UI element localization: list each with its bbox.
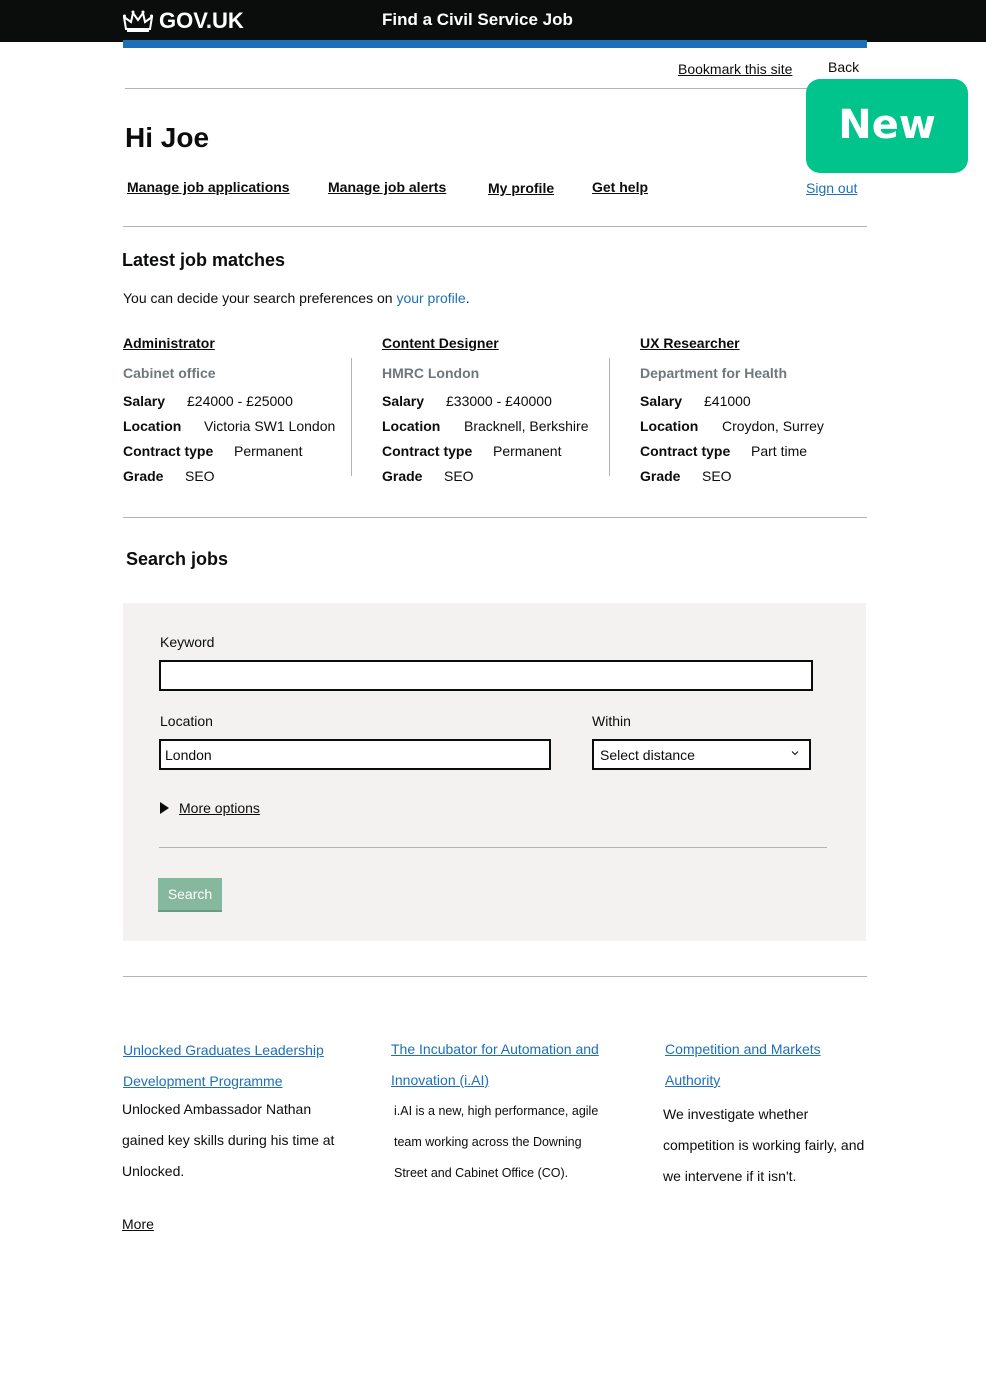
service-name[interactable]: Find a Civil Service Job	[382, 10, 573, 29]
salary-value: £33000 - £40000	[446, 392, 552, 409]
promo-description: Unlocked Ambassador Nathan gained key skills during his time at Unlocked.	[122, 1101, 335, 1179]
job-department: Department for Health	[640, 365, 788, 381]
nav-my-profile[interactable]: My profile	[488, 180, 555, 196]
top-bar	[0, 0, 986, 42]
salary-label: Salary	[123, 392, 166, 409]
bookmark-link[interactable]: Bookmark this site	[678, 61, 793, 77]
grade-value: SEO	[702, 467, 732, 484]
promo-title-link[interactable]: Competition and Markets Authority	[665, 1041, 821, 1088]
new-badge: New	[806, 79, 968, 173]
promo-iai	[391, 1034, 631, 1189]
crown-icon	[123, 9, 153, 33]
contract-label: Contract type	[640, 442, 731, 459]
location-input[interactable]: London	[159, 739, 551, 770]
location-label: Location	[640, 417, 699, 434]
your-profile-link[interactable]: your profile	[396, 290, 466, 306]
search-heading: Search jobs	[126, 549, 229, 569]
salary-label: Salary	[382, 392, 425, 409]
contract-label: Contract type	[123, 442, 214, 459]
salary-value: £24000 - £25000	[187, 392, 293, 409]
grade-label: Grade	[640, 467, 681, 484]
promo-cma	[665, 1034, 885, 1192]
promo-description: We investigate whether competition is working fairly, and we intervene if it isn't.	[663, 1106, 865, 1184]
column-divider	[351, 358, 352, 476]
distance-select[interactable]	[592, 739, 811, 770]
keyword-input[interactable]	[159, 660, 813, 691]
more-options-label: More options	[179, 800, 260, 816]
nav-manage-alerts[interactable]: Manage job alerts	[328, 179, 447, 195]
contract-value: Permanent	[234, 442, 303, 459]
govuk-logo[interactable]	[123, 8, 244, 34]
triangle-right-icon	[160, 802, 169, 814]
matches-intro: You can decide your search preferences on your profile.	[123, 290, 470, 306]
search-button[interactable]: Search	[158, 878, 222, 910]
chevron-down-icon	[791, 749, 799, 757]
contract-label: Contract type	[382, 442, 473, 459]
contract-value: Part time	[751, 442, 808, 459]
location-label: Location	[160, 713, 213, 729]
grade-label: Grade	[382, 467, 423, 484]
nav-get-help[interactable]: Get help	[592, 179, 649, 195]
location-label: Location	[382, 417, 441, 434]
logo-text: GOV.UK	[159, 8, 244, 33]
job-title-link[interactable]: Content Designer	[382, 335, 499, 351]
header-blue-line	[123, 40, 867, 48]
divider	[123, 517, 867, 518]
job-card-ux-researcher	[640, 335, 870, 488]
matches-heading: Latest job matches	[122, 250, 286, 270]
divider	[159, 847, 827, 848]
job-title-link[interactable]: UX Researcher	[640, 335, 740, 351]
job-card-content-designer	[382, 335, 612, 488]
back-link[interactable]: Back	[828, 59, 860, 75]
job-card-administrator	[123, 335, 353, 488]
location-value: Bracknell, Berkshire	[464, 417, 589, 434]
grade-value: SEO	[185, 467, 215, 484]
grade-value: SEO	[444, 467, 474, 484]
job-title-link[interactable]: Administrator	[123, 335, 215, 351]
promo-unlocked	[123, 1035, 363, 1187]
more-link[interactable]: More	[122, 1216, 154, 1232]
keyword-label: Keyword	[160, 634, 215, 650]
location-label: Location	[123, 417, 182, 434]
divider	[125, 88, 867, 89]
location-value: Croydon, Surrey	[722, 417, 824, 434]
location-value: Victoria SW1 London	[204, 417, 336, 434]
divider	[123, 976, 867, 977]
divider	[123, 226, 867, 227]
within-label: Within	[592, 713, 631, 729]
grade-label: Grade	[123, 467, 164, 484]
nav-manage-applications[interactable]: Manage job applications	[127, 179, 290, 195]
promo-description: i.AI is a new, high performance, agile team working across the Downing Street and Cabinet Office (CO).	[394, 1104, 599, 1180]
page-title: Hi Joe	[125, 122, 210, 153]
job-department: HMRC London	[382, 365, 480, 381]
sign-out-link[interactable]: Sign out	[806, 180, 858, 196]
distance-select-value: Select distance	[600, 746, 695, 763]
search-panel	[123, 603, 866, 941]
salary-label: Salary	[640, 392, 683, 409]
promo-title-link[interactable]: Unlocked Graduates Leadership Development Programme	[123, 1042, 324, 1089]
contract-value: Permanent	[493, 442, 562, 459]
promo-title-link[interactable]: The Incubator for Automation and Innovation (i.AI)	[391, 1041, 599, 1088]
column-divider	[609, 358, 610, 476]
job-department: Cabinet office	[123, 365, 216, 381]
salary-value: £41000	[704, 392, 751, 409]
more-options-toggle[interactable]	[160, 800, 260, 816]
